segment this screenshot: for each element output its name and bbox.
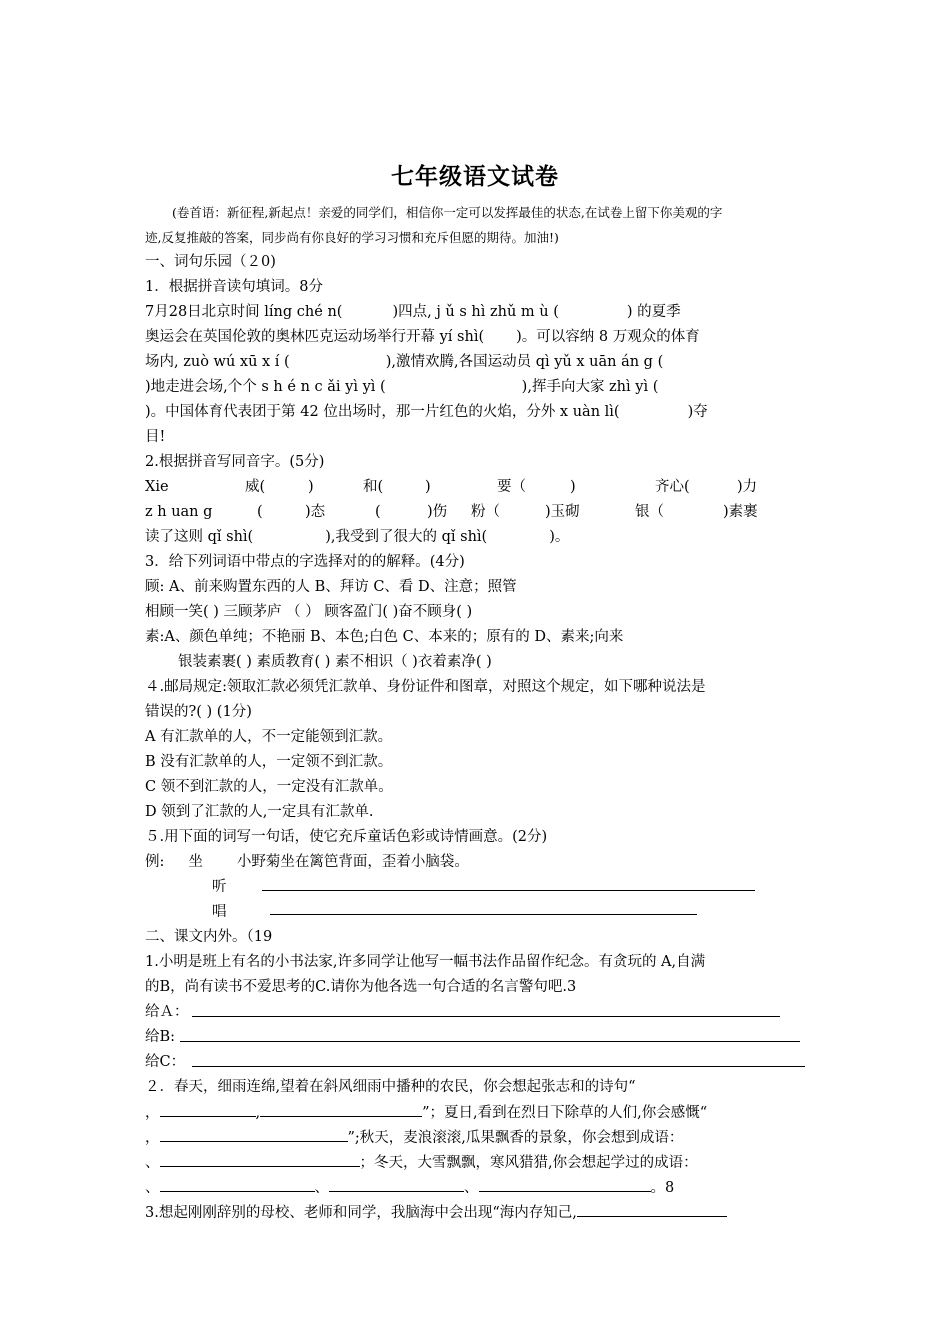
q5-answer-line-1[interactable] — [262, 890, 755, 891]
q2-r1-w3: 要（ — [497, 479, 526, 495]
s2-q2-blank-2[interactable] — [260, 1100, 422, 1117]
q1-line-6: 目! — [145, 429, 166, 445]
q1-line-5 — [145, 400, 708, 425]
q3-su-definitions: 素:A、颜色单纯；不艳丽 B、本色;白色 C、本来的；原有的 D、素来;向来 — [145, 629, 624, 645]
q2-r2-w3-end: )玉砌 — [545, 504, 580, 520]
q2-row-3 — [145, 525, 569, 550]
s2-q1-give-b: 给B: — [145, 1029, 176, 1045]
s2-q2-line-3 — [145, 1125, 683, 1150]
q2-r1-w3-end: ) — [570, 479, 576, 495]
q5-example — [145, 850, 469, 875]
q1-l5-b: )夺 — [687, 404, 708, 420]
q2-r1-w2: 和( — [363, 479, 384, 495]
s2-q2-l4-a: 、 — [145, 1155, 160, 1171]
preface-line-2: 迹,反复推敲的答案，同步尚有你良好的学习习惯和充斥但愿的期待。加油!) — [145, 230, 559, 245]
q5-title: ５.用下面的词写一句话，使它充斥童话色彩或诗情画意。(2分) — [145, 829, 548, 845]
s2-q3-line-1 — [145, 1200, 727, 1225]
q2-r1-pinyin: Xie — [145, 479, 169, 495]
q1-line-3 — [145, 350, 663, 375]
q3-gu-items: 相顾一笑( ) 三顾茅庐 （ ） 顾客盈门( )奋不顾身( ) — [145, 604, 473, 620]
s2-q2-line-2 — [145, 1100, 707, 1125]
q2-r2-pinyin: z h uan g — [145, 504, 213, 520]
s2-q2-blank-3[interactable] — [160, 1125, 348, 1142]
s2-q1-answer-b[interactable] — [180, 1041, 800, 1042]
q1-line-4 — [145, 375, 658, 400]
q1-l4-a: )地走进会场,个个 s h é n c ǎi yì yì ( — [145, 379, 386, 395]
s2-q2-blank-5[interactable] — [160, 1175, 315, 1192]
q2-r2-w2-end: )伤 — [427, 504, 448, 520]
s2-q1-line-1: 1.小明是班上有名的小书法家,许多同学让他写一幅书法作品留作纪念。有贪玩的 A,自满 — [145, 954, 706, 970]
s2-q1-give-a: 给Ａ： — [145, 1004, 189, 1020]
q5-word-listen: 听 — [212, 879, 227, 895]
q1-l3-a: 场内, zuò wú xū x í ( — [145, 354, 290, 370]
s2-q2-l4-b: ；冬天，大雪飘飘，寒风猎猎,你会想起学过的成语： — [359, 1155, 698, 1171]
s2-q2-l5-b: 、 — [314, 1180, 329, 1196]
s2-q1-give-c: 给C： — [145, 1054, 186, 1070]
q4-title-2: 错误的?( ) (1分) — [145, 704, 252, 720]
q3-gu-definitions: 顾: A、前来购置东西的人 B、拜访 C、看 D、注意；照管 — [145, 579, 517, 595]
s2-q3-blank-1[interactable] — [577, 1200, 727, 1217]
q5-answer-line-2[interactable] — [270, 914, 697, 915]
s2-q1-answer-a[interactable] — [192, 1016, 780, 1017]
q2-r3-a: 读了这则 qǐ shì( — [145, 529, 254, 545]
q2-r2-w4: 银（ — [635, 504, 664, 520]
q1-l1-c: ) 的夏季 — [626, 304, 681, 320]
q2-title: 2.根据拼音写同音字。(5分) — [145, 454, 325, 470]
page-title: 七年级语文试卷 — [391, 163, 559, 190]
q2-r2-w2: ( — [375, 504, 381, 520]
q5-example-label: 例: — [145, 854, 165, 870]
s2-q2-line-4 — [145, 1150, 698, 1175]
s2-q2-l3-a: ， — [145, 1130, 160, 1146]
q3-su-items: 银装素裹( ) 素质教育( ) 素不相识（ )衣着素净( ) — [178, 654, 492, 670]
q2-row-2 — [145, 500, 815, 525]
q1-title: 1．根据拼音读句填词。8分 — [145, 279, 323, 295]
s2-q2-blank-4[interactable] — [160, 1150, 360, 1167]
q2-r3-c: )。 — [549, 529, 570, 545]
s2-q2-blank-6[interactable] — [329, 1175, 464, 1192]
s2-q2-line-1: ２．春天，细雨连绵,望着在斜风细雨中播种的农民，你会想起张志和的诗句“ — [145, 1079, 636, 1095]
s2-q2-l5-a: 、 — [145, 1180, 160, 1196]
q2-r2-w1: ( — [257, 504, 263, 520]
s2-q2-l2-b: , — [255, 1105, 261, 1121]
s2-q2-l3-b: ”;秋天，麦浪滚滚,瓜果飘香的景象，你会想到成语： — [347, 1130, 684, 1146]
s2-q2-l5-d: 。8 — [650, 1180, 675, 1196]
s2-q2-l2-a: ， — [145, 1105, 160, 1121]
q4-option-d: D 领到了汇款的人,一定具有汇款单. — [145, 804, 374, 820]
s2-q2-l2-c: ”；夏日,看到在烈日下除草的人们,你会感慨“ — [422, 1105, 708, 1121]
q1-l4-b: ),挥手向大家 zhì yì ( — [521, 379, 659, 395]
q2-r2-w4-end: )素裹 — [723, 504, 758, 520]
q3-title: 3．给下列词语中带点的字选择对的的解释。(4分) — [145, 554, 465, 570]
s2-q3-l1: 3.想起刚刚辞别的母校、老师和同学，我脑海中会出现“海内存知己, — [145, 1205, 577, 1221]
s2-q2-line-5 — [145, 1175, 674, 1200]
s2-q1-line-2: 的B，尚有读书不爱思考的C.请你为他各选一句合适的名言警句吧.3 — [145, 979, 577, 995]
q2-r1-w4-end: )力 — [737, 479, 758, 495]
q2-r2-w1-end: )态 — [305, 504, 326, 520]
section-1-heading: 一、词句乐园（２0) — [145, 254, 276, 270]
q2-r1-w1-end: ) — [308, 479, 314, 495]
q1-l2-b: )。可以容纳 8 万观众的体育 — [516, 329, 700, 345]
preface-line-1: (卷首语：新征程,新起点！亲爱的同学们，相信你一定可以发挥最佳的状态,在试卷上留下你美观的字 — [172, 205, 723, 220]
s2-q1-answer-c[interactable] — [192, 1066, 805, 1067]
q4-option-c: C 领不到汇款的人，一定没有汇款单。 — [145, 779, 393, 795]
s2-q2-blank-1[interactable] — [160, 1100, 256, 1117]
q2-r1-w4: 齐心( — [655, 479, 690, 495]
q1-l5-a: )。中国体育代表团于第 42 位出场时，那一片红色的火焰，分外 x uàn lì( — [145, 404, 620, 420]
q5-example-sentence: 小野菊坐在篱笆背面，歪着小脑袋。 — [236, 854, 469, 870]
q1-l1-a: 7月28日北京时间 líng ché n( — [145, 304, 343, 320]
q1-line-2 — [145, 325, 700, 350]
q4-option-a: A 有汇款单的人，不一定能领到汇款。 — [145, 729, 393, 745]
q1-line-1 — [145, 300, 681, 325]
q4-title: ４.邮局规定:领取汇款必须凭汇款单、身份证件和图章，对照这个规定，如下哪种说法是 — [145, 679, 706, 695]
q5-example-word: 坐 — [188, 854, 203, 870]
s2-q2-blank-7[interactable] — [479, 1175, 651, 1192]
q1-l2-a: 奥运会在英国伦敦的奥林匹克运动场举行开幕 yí shì( — [145, 329, 485, 345]
q4-option-b: B 没有汇款单的人，一定领不到汇款。 — [145, 754, 393, 770]
q2-r2-w3: 粉（ — [471, 504, 500, 520]
q1-l1-b: )四点, j ǔ s hì zhǔ m ù ( — [392, 304, 559, 320]
q2-r1-w1: 威( — [245, 479, 266, 495]
s2-q2-l5-c: 、 — [464, 1180, 479, 1196]
q1-l3-b: ),激情欢腾,各国运动员 qì yǔ x uān án g ( — [385, 354, 664, 370]
q2-r1-w2-end: ) — [425, 479, 431, 495]
q5-word-sing: 唱 — [212, 904, 227, 920]
section-2-heading: 二、课文内外。（19 — [145, 929, 273, 945]
q2-row-1 — [145, 475, 815, 500]
q2-r3-b: ),我受到了很大的 qǐ shì( — [325, 529, 488, 545]
